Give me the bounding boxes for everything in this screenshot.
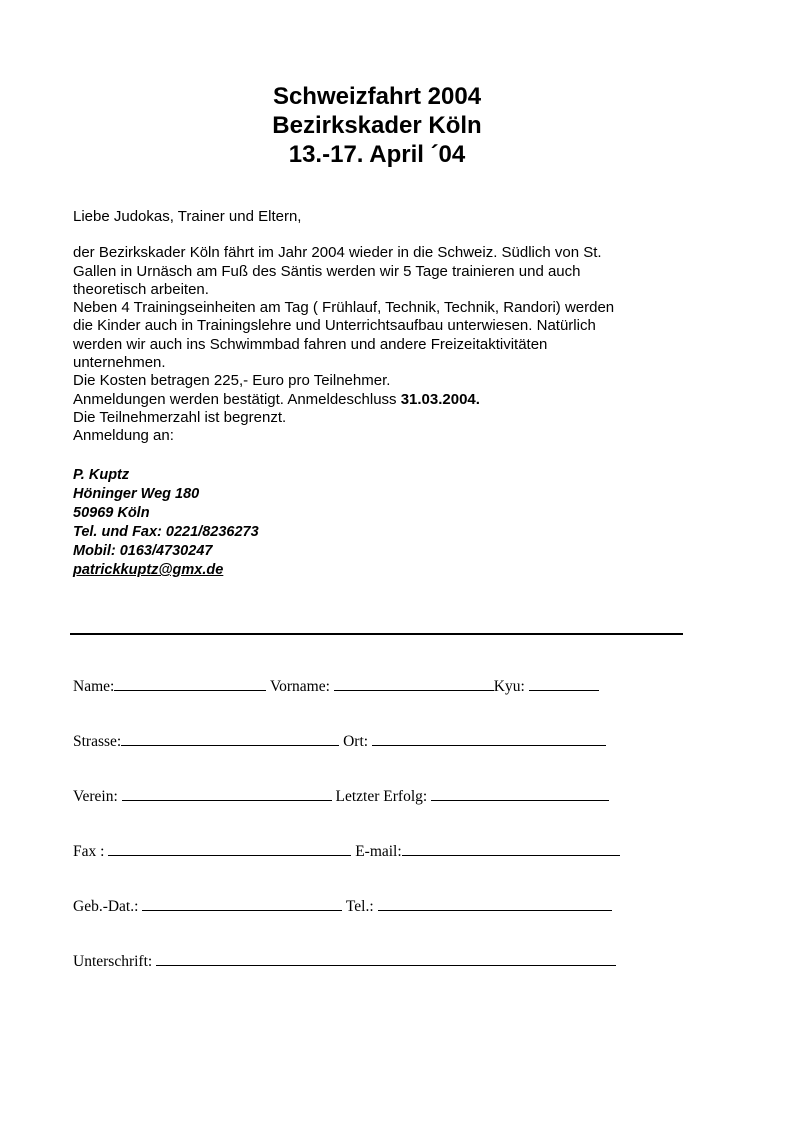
participant-limit: Die Teilnehmerzahl ist begrenzt. [73, 408, 287, 426]
form-row-birth [73, 896, 612, 916]
form-row-address [73, 731, 606, 751]
deadline-text: Anmeldungen werden bestätigt. Anmeldeschluss [73, 390, 401, 408]
letter-line: Gallen in Urnäsch am Fuß des Säntis werden wir 5 Tage trainieren und auch [73, 262, 581, 280]
letter-line: theoretisch arbeiten. [73, 280, 209, 298]
signature-field[interactable] [156, 951, 616, 966]
contact-name: P. Kuptz [73, 467, 130, 483]
contact-mobile: Mobil: 0163/4730247 [73, 543, 213, 559]
deadline-line [73, 391, 713, 409]
contact-email-link[interactable]: patrickkuptz@gmx.de [73, 562, 224, 578]
register-to: Anmeldung an: [73, 427, 174, 445]
letzter-erfolg-field[interactable] [431, 786, 609, 801]
title-line-3: 13.-17. April ´04 [288, 141, 466, 168]
title-line-2: Bezirkskader Köln [272, 112, 482, 139]
geb-dat-label: Geb.-Dat.: [73, 898, 143, 915]
letzter-erfolg-label: Letzter Erfolg: [335, 788, 432, 805]
vorname-field[interactable] [334, 676, 494, 691]
letter-line: werden wir auch ins Schwimmbad fahren und andere Freizeitaktivitäten [73, 335, 548, 353]
letter-line: Neben 4 Trainingseinheiten am Tag ( Frühlauf, Technik, Technik, Randori) werden [73, 299, 615, 317]
letter-line: die Kinder auch in Trainingslehre und Unterrichtsaufbau unterwiesen. Natürlich [73, 317, 596, 335]
ort-field[interactable] [372, 731, 606, 746]
email-label: E-mail: [355, 843, 402, 860]
letter-line: unternehmen. [73, 354, 166, 372]
kyu-label: Kyu: [493, 678, 529, 695]
name-label: Name: [73, 678, 115, 695]
contact-phone-fax: Tel. und Fax: 0221/8236273 [73, 524, 259, 540]
verein-field[interactable] [122, 786, 332, 801]
letter-line: Die Kosten betragen 225,- Euro pro Teilnehmer. [73, 372, 391, 390]
strasse-field[interactable] [121, 731, 339, 746]
form-row-club [73, 786, 609, 806]
greeting: Liebe Judokas, Trainer und Eltern, [73, 208, 302, 225]
separator-line [70, 633, 683, 635]
strasse-label: Strasse: [73, 733, 122, 750]
fax-field[interactable] [108, 841, 351, 856]
deadline-date: 31.03.2004. [400, 390, 480, 408]
contact-city: 50969 Köln [73, 505, 150, 521]
title-line-1: Schweizfahrt 2004 [272, 83, 482, 110]
tel-field[interactable] [378, 896, 612, 911]
kyu-field[interactable] [529, 676, 599, 691]
form-row-signature [73, 951, 616, 971]
contact-street: Höninger Weg 180 [73, 486, 200, 502]
paragraph-gap [73, 226, 713, 244]
letter-body [73, 208, 713, 446]
form-row-contact [73, 841, 620, 861]
verein-label: Verein: [73, 788, 122, 805]
vorname-label: Vorname: [269, 678, 334, 695]
unterschrift-label: Unterschrift: [73, 953, 157, 970]
form-row-name [73, 676, 599, 696]
geb-dat-field[interactable] [142, 896, 342, 911]
document-title [0, 82, 754, 169]
ort-label: Ort: [343, 733, 372, 750]
name-field[interactable] [114, 676, 266, 691]
contact-address [73, 466, 259, 580]
email-field[interactable] [402, 841, 620, 856]
tel-label: Tel.: [345, 898, 378, 915]
fax-label: Fax : [73, 843, 109, 860]
letter-line: der Bezirkskader Köln fährt im Jahr 2004 wieder in die Schweiz. Südlich von St. [73, 244, 602, 262]
